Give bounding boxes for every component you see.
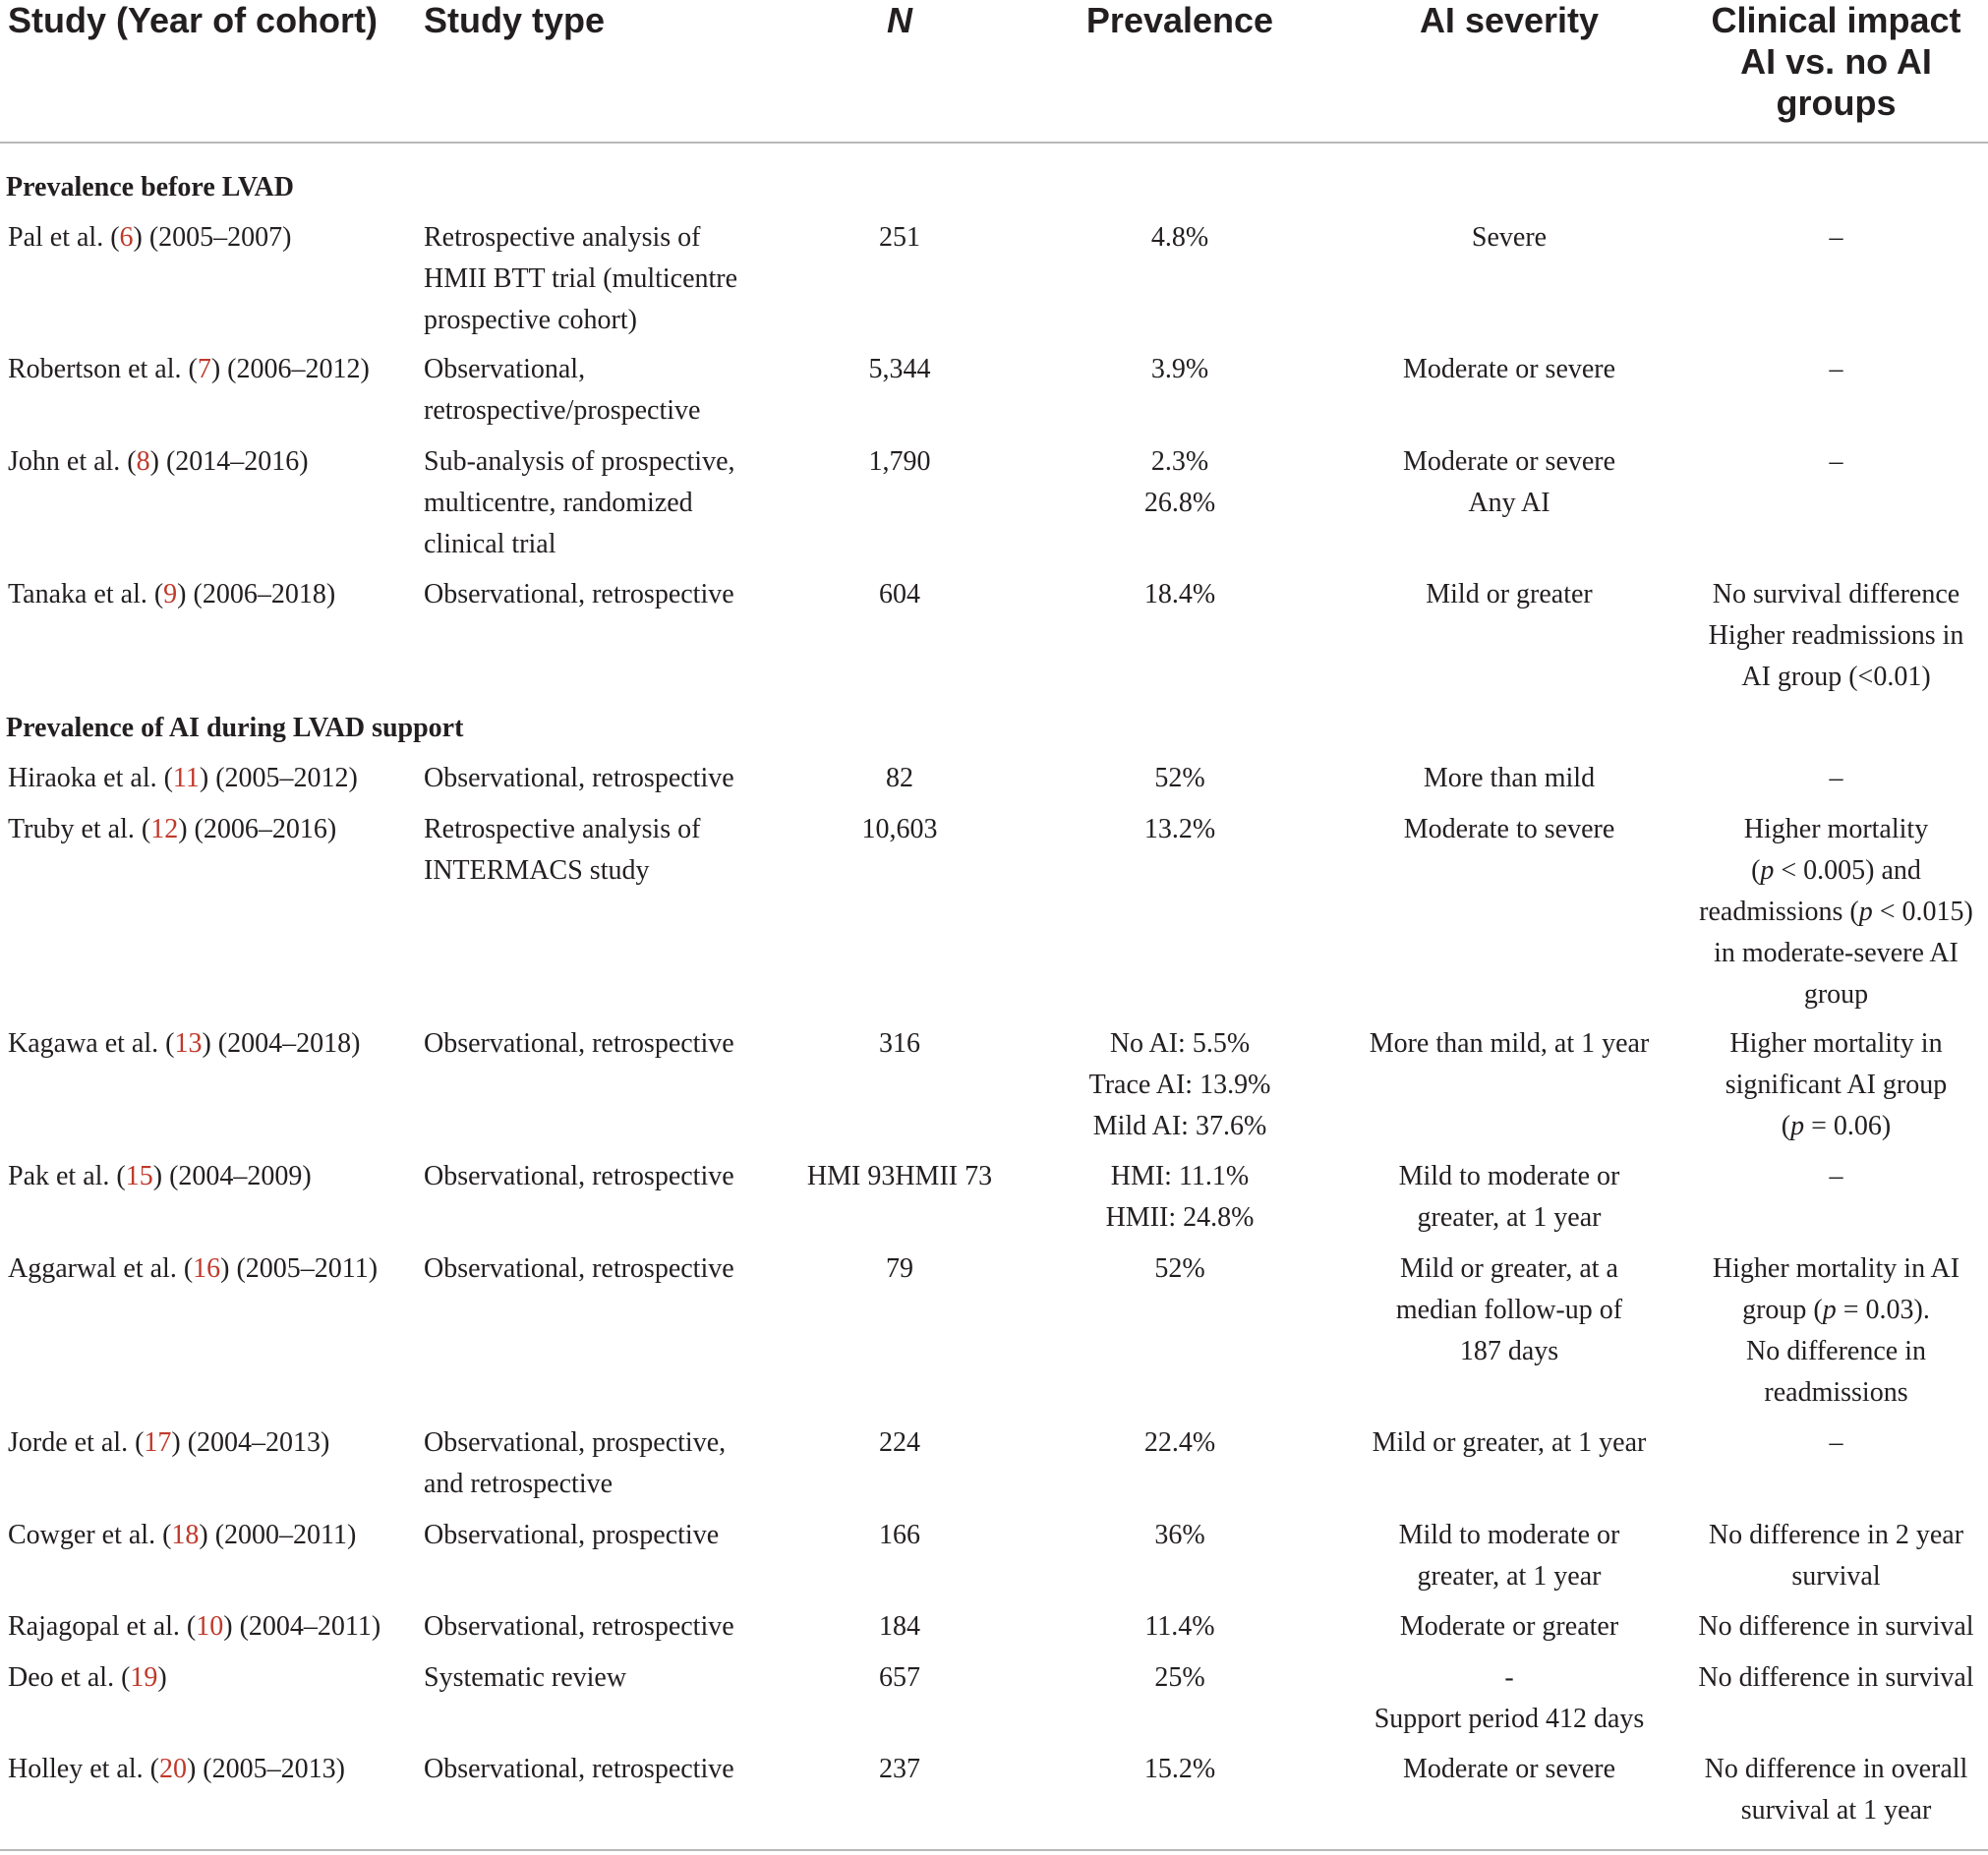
prevalence-value: 52% bbox=[1154, 763, 1205, 793]
n-value: 604 bbox=[879, 579, 920, 609]
study-cell bbox=[8, 441, 421, 483]
study-citation bbox=[8, 809, 421, 850]
reference-link[interactable]: 12 bbox=[150, 814, 179, 844]
clinical-impact-line: survival bbox=[1791, 1561, 1881, 1592]
n-cell bbox=[777, 441, 1023, 483]
study-type-cell bbox=[424, 758, 778, 799]
study-cell bbox=[8, 1515, 421, 1556]
prevalence-cell bbox=[1062, 1422, 1298, 1464]
severity-line: Mild or greater, at 1 year bbox=[1372, 1427, 1647, 1458]
severity-line: median follow-up of bbox=[1395, 1295, 1623, 1325]
prevalence-cell bbox=[1062, 1749, 1298, 1790]
severity-line: Mild to moderate or bbox=[1398, 1520, 1620, 1550]
clinical-impact-cell bbox=[1686, 1248, 1986, 1414]
study-type-line: Observational, prospective bbox=[424, 1520, 720, 1550]
severity-line: Moderate or severe bbox=[1402, 446, 1616, 477]
study-cell bbox=[8, 1156, 421, 1197]
section-heading-before-lvad: Prevalence before LVAD bbox=[6, 172, 294, 203]
header-clinical-impact-line: groups bbox=[1776, 83, 1897, 123]
study-years: ) (2005–2013) bbox=[186, 1754, 345, 1784]
study-cell bbox=[8, 758, 421, 799]
prevalence-value: 36% bbox=[1154, 1520, 1205, 1550]
prevalence-value: 4.8% bbox=[1150, 222, 1209, 253]
severity-cell bbox=[1337, 1248, 1681, 1372]
severity-cell bbox=[1337, 217, 1681, 259]
study-years: ) (2006–2016) bbox=[178, 814, 337, 844]
n-value: 1,790 bbox=[868, 446, 931, 477]
study-citation bbox=[8, 1248, 421, 1290]
study-type-cell bbox=[424, 809, 778, 892]
study-author: Hiraoka et al. ( bbox=[8, 763, 173, 793]
severity-line: Support period 412 days bbox=[1374, 1704, 1645, 1734]
header-clinical-impact-line: Clinical impact bbox=[1711, 0, 1961, 40]
severity-line: Moderate or severe bbox=[1402, 354, 1616, 384]
severity-line: 187 days bbox=[1459, 1336, 1559, 1366]
study-years: ) (2014–2016) bbox=[149, 446, 309, 477]
study-citation bbox=[8, 1422, 421, 1464]
prevalence-cell bbox=[1062, 574, 1298, 615]
reference-link[interactable]: 20 bbox=[158, 1754, 187, 1784]
severity-cell bbox=[1337, 574, 1681, 615]
study-cell bbox=[8, 809, 421, 850]
study-type-cell bbox=[424, 1749, 778, 1790]
n-cell bbox=[777, 1749, 1023, 1790]
clinical-impact-cell bbox=[1686, 217, 1986, 259]
n-value: 657 bbox=[879, 1662, 920, 1693]
reference-link[interactable]: 10 bbox=[196, 1611, 224, 1642]
study-cell bbox=[8, 349, 421, 390]
clinical-impact-line: – bbox=[1829, 354, 1843, 384]
severity-cell bbox=[1337, 1422, 1681, 1464]
p-value-symbol: p bbox=[1858, 897, 1873, 927]
header-ai-severity: AI severity bbox=[1419, 0, 1600, 40]
prevalence-cell bbox=[1062, 758, 1298, 799]
clinical-impact-cell bbox=[1686, 1657, 1986, 1699]
prevalence-value: 52% bbox=[1154, 1253, 1205, 1284]
prevalence-value: 3.9% bbox=[1150, 354, 1209, 384]
clinical-impact-line: No difference in 2 year bbox=[1708, 1520, 1964, 1550]
study-author: Truby et al. ( bbox=[8, 814, 151, 844]
study-type-line: Observational, retrospective bbox=[424, 1611, 734, 1642]
n-cell bbox=[777, 1515, 1023, 1556]
study-citation bbox=[8, 758, 421, 799]
study-type-line: Sub-analysis of prospective, bbox=[424, 446, 735, 477]
study-author: Tanaka et al. ( bbox=[8, 579, 164, 609]
clinical-impact-cell bbox=[1686, 574, 1986, 698]
reference-link[interactable]: 9 bbox=[163, 579, 178, 609]
study-type-line: and retrospective bbox=[424, 1469, 614, 1499]
clinical-impact-line: No difference in overall bbox=[1704, 1754, 1968, 1784]
study-type-cell bbox=[424, 441, 778, 565]
study-author: Rajagopal et al. ( bbox=[8, 1611, 197, 1642]
prevalence-value: 25% bbox=[1154, 1662, 1205, 1693]
header-clinical-impact-line: AI vs. no AI bbox=[1740, 41, 1932, 82]
n-cell bbox=[777, 1248, 1023, 1290]
clinical-impact-line: group bbox=[1803, 979, 1869, 1010]
study-type-line: Observational, retrospective bbox=[424, 1161, 734, 1191]
study-type-cell bbox=[424, 1515, 778, 1556]
study-years: ) (2005–2011) bbox=[220, 1253, 379, 1284]
n-cell bbox=[777, 217, 1023, 259]
severity-line: Moderate or greater bbox=[1399, 1611, 1619, 1642]
study-author: Pal et al. ( bbox=[8, 222, 120, 253]
clinical-impact-cell bbox=[1686, 1156, 1986, 1197]
study-cell bbox=[8, 1657, 421, 1699]
prevalence-cell bbox=[1062, 1023, 1298, 1147]
clinical-impact-cell bbox=[1686, 809, 1986, 1015]
study-citation bbox=[8, 1657, 421, 1699]
prevalence-value: HMII: 24.8% bbox=[1105, 1202, 1255, 1233]
reference-link[interactable]: 17 bbox=[144, 1427, 172, 1458]
reference-link[interactable]: 6 bbox=[119, 222, 134, 253]
clinical-impact-line: No survival difference bbox=[1712, 579, 1960, 609]
study-years: ) (2004–2013) bbox=[171, 1427, 330, 1458]
n-cell bbox=[777, 574, 1023, 615]
clinical-impact-cell bbox=[1686, 349, 1986, 390]
clinical-impact-cell bbox=[1686, 1515, 1986, 1597]
clinical-impact-line: No difference in survival bbox=[1698, 1611, 1974, 1642]
study-cell bbox=[8, 1023, 421, 1065]
study-type-cell bbox=[424, 574, 778, 615]
severity-cell bbox=[1337, 1515, 1681, 1597]
study-author: Aggarwal et al. ( bbox=[8, 1253, 194, 1284]
prevalence-cell bbox=[1062, 1248, 1298, 1290]
study-type-line: INTERMACS study bbox=[424, 855, 650, 886]
severity-line: greater, at 1 year bbox=[1417, 1202, 1602, 1233]
study-citation bbox=[8, 1749, 421, 1790]
study-type-line: retrospective/prospective bbox=[424, 395, 701, 426]
study-author: Deo et al. ( bbox=[8, 1662, 131, 1693]
study-citation bbox=[8, 1515, 421, 1556]
severity-cell bbox=[1337, 1749, 1681, 1790]
header-study-type: Study type bbox=[424, 0, 606, 40]
prevalence-cell bbox=[1062, 809, 1298, 850]
prevalence-cell bbox=[1062, 1606, 1298, 1648]
prevalence-value: 18.4% bbox=[1143, 579, 1216, 609]
n-value: 82 bbox=[886, 763, 913, 793]
clinical-impact-line: (p < 0.005) and bbox=[1751, 855, 1921, 886]
prevalence-cell bbox=[1062, 1515, 1298, 1556]
study-type-cell bbox=[424, 1657, 778, 1699]
n-value: 166 bbox=[879, 1520, 920, 1550]
severity-line: More than mild, at 1 year bbox=[1369, 1028, 1650, 1059]
header-n: N bbox=[887, 0, 912, 40]
study-type-line: Observational, retrospective bbox=[424, 579, 734, 609]
n-cell bbox=[777, 809, 1023, 850]
study-type-cell bbox=[424, 217, 778, 341]
study-citation bbox=[8, 1606, 421, 1648]
severity-line: Severe bbox=[1471, 222, 1548, 253]
n-value: 79 bbox=[886, 1253, 913, 1284]
severity-cell bbox=[1337, 1657, 1681, 1740]
study-years: ) (2000–2011) bbox=[199, 1520, 357, 1550]
severity-cell bbox=[1337, 1023, 1681, 1065]
study-citation bbox=[8, 349, 421, 390]
study-type-cell bbox=[424, 1023, 778, 1065]
clinical-impact-line: No difference in bbox=[1746, 1336, 1926, 1366]
study-citation bbox=[8, 217, 421, 259]
study-cell bbox=[8, 574, 421, 615]
table-bottom-divider bbox=[0, 1849, 1988, 1851]
study-author: Robertson et al. ( bbox=[8, 354, 198, 384]
study-type-line: clinical trial bbox=[424, 529, 556, 559]
clinical-impact-line: Higher mortality in AI bbox=[1712, 1253, 1960, 1284]
study-years: ) (2005–2012) bbox=[199, 763, 358, 793]
study-type-cell bbox=[424, 1606, 778, 1648]
reference-link[interactable]: 11 bbox=[172, 763, 200, 793]
clinical-impact-line: AI group (<0.01) bbox=[1741, 662, 1931, 692]
severity-line: - bbox=[1504, 1662, 1514, 1693]
study-cell bbox=[8, 1749, 421, 1790]
study-years: ) (2004–2011) bbox=[223, 1611, 381, 1642]
p-value-symbol: p bbox=[1760, 855, 1775, 886]
severity-line: Mild to moderate or bbox=[1398, 1161, 1620, 1191]
study-type-cell bbox=[424, 349, 778, 432]
study-type-cell bbox=[424, 1248, 778, 1290]
study-citation bbox=[8, 441, 421, 483]
study-cell bbox=[8, 1248, 421, 1290]
clinical-impact-line: (p = 0.06) bbox=[1781, 1111, 1892, 1141]
n-value: 237 bbox=[879, 1754, 920, 1784]
study-author: Pak et al. ( bbox=[8, 1161, 126, 1191]
study-years: ) (2004–2018) bbox=[202, 1028, 361, 1059]
clinical-impact-cell bbox=[1686, 1749, 1986, 1831]
study-type-line: Retrospective analysis of bbox=[424, 814, 701, 844]
study-type-cell bbox=[424, 1422, 778, 1505]
clinical-impact-line: in moderate-severe AI bbox=[1714, 938, 1959, 968]
clinical-impact-line: – bbox=[1829, 1427, 1843, 1458]
severity-line: Moderate to severe bbox=[1403, 814, 1615, 844]
prevalence-value: 13.2% bbox=[1143, 814, 1216, 844]
study-type-line: Observational, bbox=[424, 354, 586, 384]
study-years: ) (2005–2007) bbox=[133, 222, 292, 253]
n-value: 184 bbox=[879, 1611, 920, 1642]
prevalence-cell bbox=[1062, 1657, 1298, 1699]
severity-cell bbox=[1337, 1606, 1681, 1648]
study-years: ) (2006–2012) bbox=[210, 354, 370, 384]
severity-line: More than mild bbox=[1423, 763, 1596, 793]
severity-line: Mild or greater bbox=[1426, 579, 1593, 609]
prevalence-value: HMI: 11.1% bbox=[1110, 1161, 1250, 1191]
prevalence-cell bbox=[1062, 217, 1298, 259]
prevalence-value: 26.8% bbox=[1143, 488, 1216, 518]
n-cell bbox=[777, 1422, 1023, 1464]
clinical-impact-cell bbox=[1686, 758, 1986, 799]
clinical-impact-line: Higher mortality in bbox=[1729, 1028, 1943, 1059]
header-divider bbox=[0, 142, 1988, 144]
n-value: 251 bbox=[879, 222, 920, 253]
study-author: Cowger et al. ( bbox=[8, 1520, 172, 1550]
clinical-impact-line: survival at 1 year bbox=[1740, 1795, 1932, 1826]
reference-link[interactable]: 18 bbox=[171, 1520, 200, 1550]
severity-cell bbox=[1337, 1156, 1681, 1239]
section-heading-during-lvad: Prevalence of AI during LVAD support bbox=[6, 713, 464, 743]
study-years: ) (2006–2018) bbox=[177, 579, 336, 609]
prevalence-value: 11.4% bbox=[1144, 1611, 1215, 1642]
severity-line: greater, at 1 year bbox=[1417, 1561, 1602, 1592]
severity-line: Mild or greater, at a bbox=[1399, 1253, 1618, 1284]
clinical-impact-cell bbox=[1686, 1422, 1986, 1464]
clinical-impact-line: – bbox=[1829, 1161, 1843, 1191]
study-cell bbox=[8, 217, 421, 259]
study-author: Holley et al. ( bbox=[8, 1754, 159, 1784]
study-type-line: Retrospective analysis of bbox=[424, 222, 701, 253]
clinical-impact-cell bbox=[1686, 1023, 1986, 1147]
n-value: 316 bbox=[879, 1028, 920, 1059]
study-type-line: Observational, retrospective bbox=[424, 1754, 734, 1784]
p-value-symbol: p bbox=[1790, 1111, 1805, 1141]
n-cell bbox=[777, 1657, 1023, 1699]
prevalence-value: Mild AI: 37.6% bbox=[1092, 1111, 1267, 1141]
prevalence-cell bbox=[1062, 1156, 1298, 1239]
clinical-impact-line: – bbox=[1829, 763, 1843, 793]
n-value: HMI 93HMII 73 bbox=[806, 1161, 993, 1191]
study-years: ) (2004–2009) bbox=[152, 1161, 312, 1191]
study-citation bbox=[8, 574, 421, 615]
prevalence-cell bbox=[1062, 349, 1298, 390]
study-years: ) bbox=[157, 1662, 167, 1693]
clinical-impact-line: – bbox=[1829, 222, 1843, 253]
n-value: 224 bbox=[879, 1427, 920, 1458]
study-cell bbox=[8, 1422, 421, 1464]
severity-cell bbox=[1337, 441, 1681, 524]
study-type-line: multicentre, randomized bbox=[424, 488, 693, 518]
study-author: Kagawa et al. ( bbox=[8, 1028, 175, 1059]
study-citation bbox=[8, 1156, 421, 1197]
clinical-impact-line: Higher readmissions in bbox=[1708, 620, 1964, 651]
reference-link[interactable]: 8 bbox=[136, 446, 150, 477]
study-type-cell bbox=[424, 1156, 778, 1197]
header-prevalence: Prevalence bbox=[1085, 0, 1274, 40]
study-type-line: Observational, retrospective bbox=[424, 1253, 734, 1284]
study-type-line: Observational, prospective, bbox=[424, 1427, 727, 1458]
study-citation bbox=[8, 1023, 421, 1065]
header-clinical-impact bbox=[1686, 0, 1986, 124]
clinical-impact-line: Higher mortality bbox=[1743, 814, 1929, 844]
study-type-line: Systematic review bbox=[424, 1662, 627, 1693]
study-author: John et al. ( bbox=[8, 446, 137, 477]
n-value: 10,603 bbox=[861, 814, 938, 844]
study-type-line: HMII BTT trial (multicentre bbox=[424, 263, 738, 294]
severity-line: Moderate or severe bbox=[1402, 1754, 1616, 1784]
study-type-line: Observational, retrospective bbox=[424, 763, 734, 793]
clinical-impact-line: significant AI group bbox=[1725, 1070, 1948, 1100]
prevalence-value: 2.3% bbox=[1150, 446, 1209, 477]
prevalence-value: 22.4% bbox=[1143, 1427, 1216, 1458]
study-cell bbox=[8, 1606, 421, 1648]
prevalence-value: 15.2% bbox=[1143, 1754, 1216, 1784]
p-value-symbol: p bbox=[1822, 1295, 1837, 1325]
reference-link[interactable]: 15 bbox=[125, 1161, 153, 1191]
header-study: Study (Year of cohort) bbox=[8, 0, 379, 40]
study-author: Jorde et al. ( bbox=[8, 1427, 145, 1458]
clinical-impact-line: readmissions bbox=[1764, 1377, 1908, 1408]
prevalence-value: No AI: 5.5% bbox=[1109, 1028, 1251, 1059]
severity-cell bbox=[1337, 349, 1681, 390]
study-type-line: Observational, retrospective bbox=[424, 1028, 734, 1059]
clinical-impact-cell bbox=[1686, 1606, 1986, 1648]
n-value: 5,344 bbox=[868, 354, 931, 384]
clinical-impact-line: group (p = 0.03). bbox=[1742, 1295, 1930, 1325]
clinical-impact-line: No difference in survival bbox=[1698, 1662, 1974, 1693]
severity-line: Any AI bbox=[1468, 488, 1550, 518]
severity-cell bbox=[1337, 809, 1681, 850]
study-type-line: prospective cohort) bbox=[424, 305, 637, 335]
reference-link[interactable]: 7 bbox=[197, 354, 211, 384]
clinical-impact-line: – bbox=[1829, 446, 1843, 477]
n-cell bbox=[777, 1606, 1023, 1648]
clinical-impact-line: readmissions (p < 0.015) bbox=[1699, 897, 1973, 927]
n-cell bbox=[777, 1023, 1023, 1065]
clinical-impact-cell bbox=[1686, 441, 1986, 483]
n-cell bbox=[777, 1156, 1023, 1197]
prevalence-cell bbox=[1062, 441, 1298, 524]
reference-link[interactable]: 19 bbox=[130, 1662, 158, 1693]
reference-link[interactable]: 16 bbox=[193, 1253, 221, 1284]
prevalence-value: Trace AI: 13.9% bbox=[1088, 1070, 1271, 1100]
reference-link[interactable]: 13 bbox=[174, 1028, 203, 1059]
n-cell bbox=[777, 758, 1023, 799]
n-cell bbox=[777, 349, 1023, 390]
severity-cell bbox=[1337, 758, 1681, 799]
